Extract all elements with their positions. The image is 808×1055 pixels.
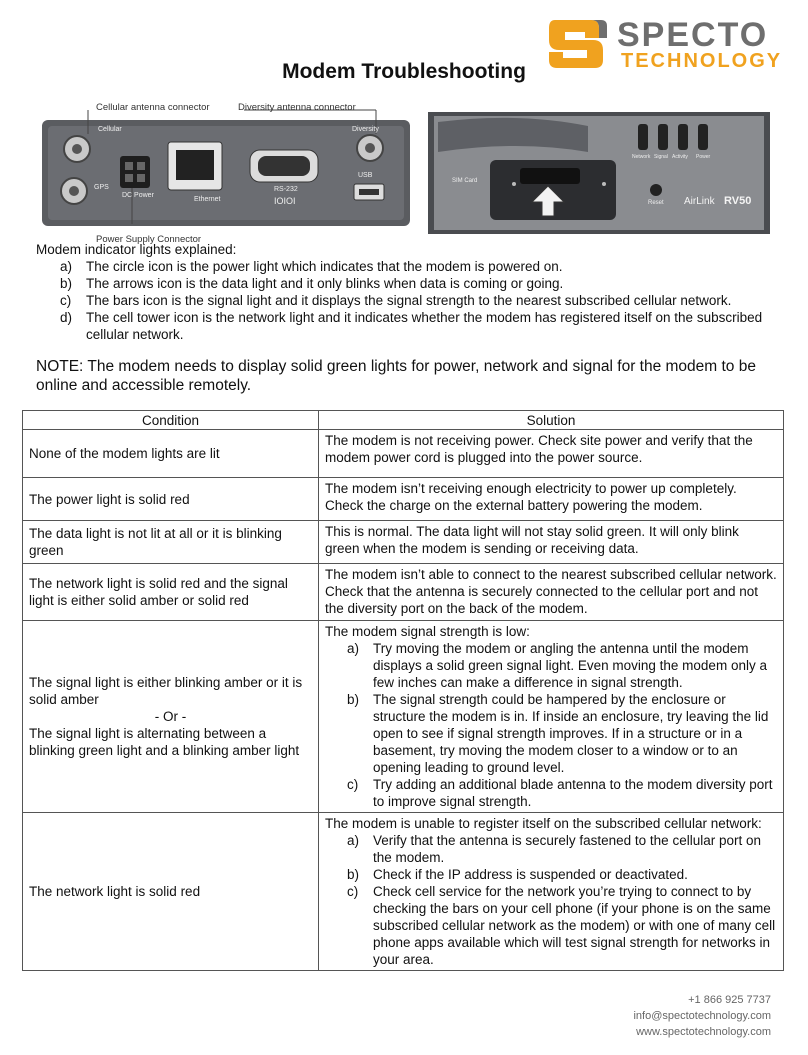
solution-cell (319, 621, 784, 813)
condition-or: - Or - (154, 709, 187, 724)
label-reset: Reset (648, 200, 664, 206)
solution-cell: The modem is not receiving power. Check site power and verify that the modem power cord is plugged into the power source. (319, 430, 784, 478)
condition-cell: The power light is solid red (23, 478, 319, 521)
label-model: RV50 (724, 195, 752, 207)
condition-text-a: The signal light is either blinking amber or it is solid amber (29, 675, 303, 707)
condition-cell: None of the modem lights are lit (23, 430, 319, 478)
condition-cell: The network light is solid red and the signal light is either solid amber or solid red (23, 564, 319, 621)
list-item: c) Check cell service for the network you’re trying to connect to by checking the bars on your cell phone (if your phone is on the same subscribed cellular network as the modem) or with one of many cell phone apps available which will test signal strength for networks in your area. (347, 884, 776, 967)
list-item: a) Verify that the antenna is securely fastened to the cellular port on the modem. (347, 833, 761, 865)
contact-website: www.spectotechnology.com (636, 1026, 771, 1038)
table-header-row (23, 411, 784, 430)
condition-cell: The network light is solid red (23, 813, 319, 971)
led-label-activity: Activity (672, 154, 688, 160)
list-item: c) The bars icon is the signal light and it displays the signal strength to the nearest subscribed cellular network. (60, 293, 732, 308)
solution-cell: This is normal. The data light will not stay solid green. It will only blink green when the modem is sending or receiving data. (319, 521, 784, 564)
caption-power-connector: Power Supply Connector (96, 234, 202, 245)
solution-list (325, 832, 777, 968)
list-item: b) The signal strength could be hampered by the enclosure or structure the modem is in. If inside an enclosure, try leaving the lid open to see if signal strength improves. If in a structure or in a basement, try moving the modem closer to a window or to an opening leading to ground level. (347, 692, 769, 775)
modem-front-photo (428, 112, 770, 234)
contact-email: info@spectotechnology.com (633, 1010, 771, 1022)
list-item: a) Try moving the modem or angling the antenna until the modem displays a solid green signal light. Even moving the modem only a few inches can make a difference in signal strength. (347, 641, 767, 690)
intro-heading: Modem indicator lights explained: (36, 242, 237, 257)
header-condition: Condition (23, 411, 319, 430)
condition-text-b: The signal light is alternating between a blinking green light and a blinking amber light (29, 726, 300, 758)
led-label-power: Power (696, 154, 711, 160)
logo-wordmark: SPECTO (617, 16, 769, 54)
label-usb: USB (358, 172, 373, 179)
condition-cell (23, 621, 319, 813)
contact-info (633, 992, 771, 1040)
label-dc-power: DC Power (122, 192, 154, 199)
list-item: d) The cell tower icon is the network light and it indicates whether the modem has registered itself on the subscribed cellular network. (60, 310, 763, 342)
caption-diversity-connector: Diversity antenna connector (238, 102, 356, 113)
table-row (23, 813, 784, 971)
list-item: c) Try adding an additional blade antenna to the modem diversity port to improve signal strength. (347, 777, 773, 809)
solution-cell (319, 813, 784, 971)
label-diversity: Diversity (352, 126, 379, 133)
label-brand: AirLink (684, 196, 715, 207)
note-paragraph: NOTE: The modem needs to display solid green lights for power, network and signal for the modem to be online and accessible remotely. (36, 358, 756, 394)
modem-back-panel-photo (28, 96, 410, 246)
table-row (23, 430, 784, 478)
header-solution: Solution (319, 411, 784, 430)
solution-list (325, 640, 777, 810)
label-sim-card: SIM Card (452, 178, 478, 184)
contact-phone: +1 866 925 7737 (688, 994, 771, 1006)
led-label-signal: Signal (654, 154, 668, 160)
solution-cell: The modem isn’t receiving enough electricity to power up completely. Check the charge on the external battery powering the modem. (319, 478, 784, 521)
page-title: Modem Troubleshooting (282, 60, 526, 83)
condition-cell: The data light is not lit at all or it is blinking green (23, 521, 319, 564)
solution-intro: The modem signal strength is low: (325, 624, 530, 639)
list-item: b) Check if the IP address is suspended or deactivated. (347, 867, 688, 882)
label-ethernet: Ethernet (194, 196, 221, 203)
list-item: a) The circle icon is the power light which indicates that the modem is powered on. (60, 259, 563, 274)
table-row (23, 521, 784, 564)
led-label-network: Network (632, 154, 651, 160)
caption-cellular-connector: Cellular antenna connector (96, 102, 210, 113)
label-cellular: Cellular (98, 126, 122, 133)
solution-intro: The modem is unable to register itself on the subscribed cellular network: (325, 816, 762, 831)
label-ioioi: IOIOI (274, 196, 296, 206)
label-gps: GPS (94, 184, 109, 191)
troubleshooting-table (22, 410, 784, 971)
logo-subtitle: TECHNOLOGY (621, 50, 783, 72)
solution-cell: The modem isn’t able to connect to the nearest subscribed cellular network. Check that the antenna is securely connected to the cellular port and not the diversity port on the back of the modem. (319, 564, 784, 621)
table-row (23, 478, 784, 521)
table-row (23, 621, 784, 813)
table-row (23, 564, 784, 621)
indicator-list (36, 258, 781, 343)
label-rs232: RS-232 (274, 186, 298, 193)
list-item: b) The arrows icon is the data light and it only blinks when data is coming or going. (60, 276, 564, 291)
indicator-explanation (36, 241, 781, 343)
